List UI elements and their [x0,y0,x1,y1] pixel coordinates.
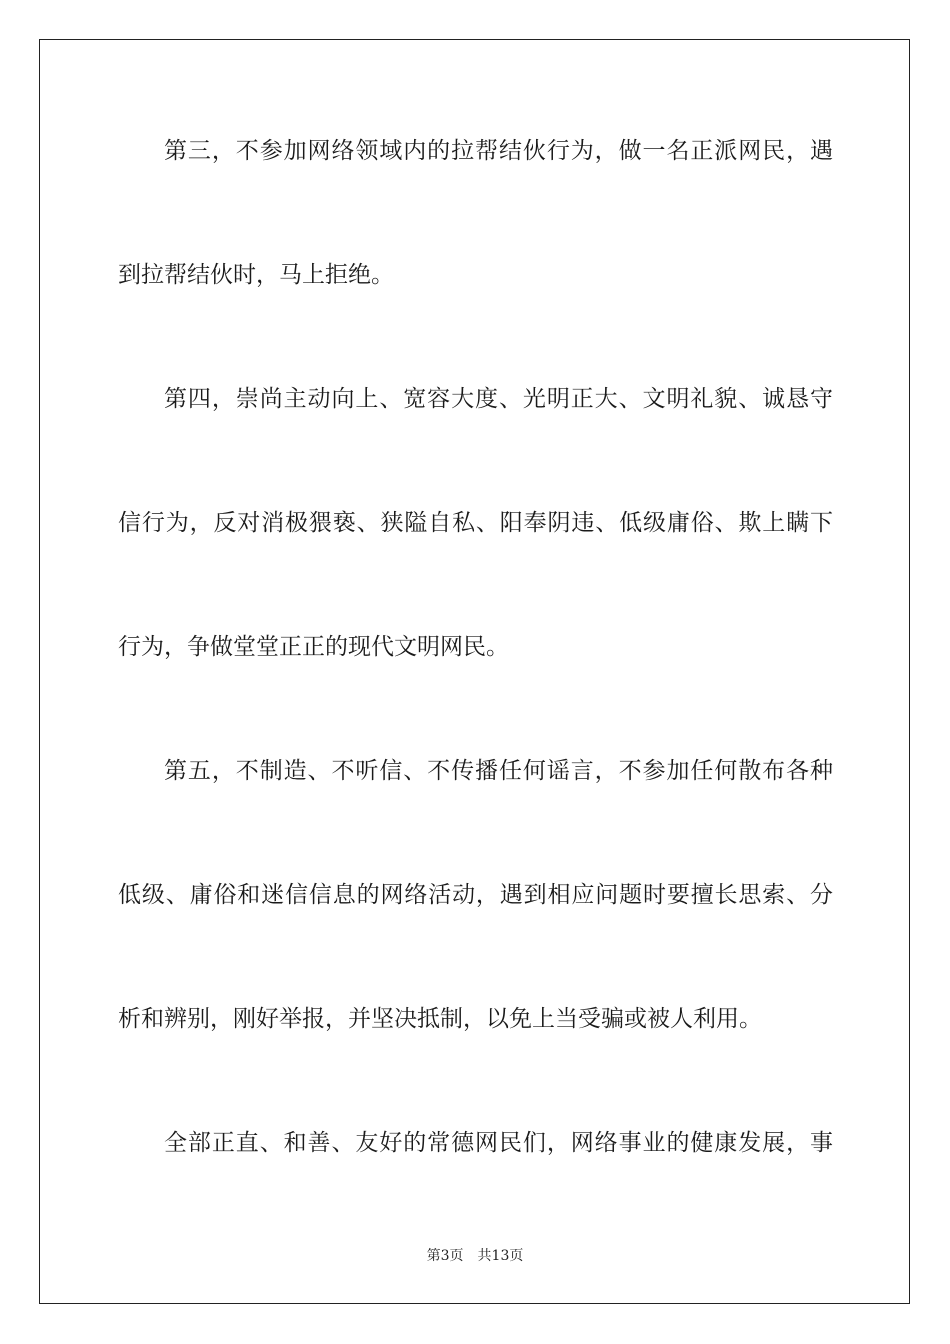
paragraph-3-line-1: 第三，不参加网络领域内的拉帮结伙行为，做一名正派网民，遇 [164,138,833,164]
page-border [39,39,910,1304]
page-total: 共13页 [477,1248,524,1264]
paragraph-4-line-1: 第四，崇尚主动向上、宽容大度、光明正大、文明礼貌、诚恳守 [164,386,833,412]
paragraph-5-line-3: 析和辨别，刚好举报，并坚决抵制，以免上当受骗或被人利用。 [118,1006,762,1032]
paragraph-3-line-2: 到拉帮结伙时，马上拒绝。 [118,262,394,288]
paragraph-4-line-3: 行为，争做堂堂正正的现代文明网民。 [118,634,509,660]
paragraph-4-line-2: 信行为，反对消极猥亵、狭隘自私、阳奉阴违、低级庸俗、欺上瞒下 [118,510,833,536]
page-number: 第3页 [426,1248,464,1264]
paragraph-5-line-2: 低级、庸俗和迷信信息的网络活动，遇到相应问题时要擅长思索、分 [118,882,833,908]
page-footer [0,1246,950,1266]
paragraph-6-line-1: 全部正直、和善、友好的常德网民们，网络事业的健康发展，事 [164,1130,833,1156]
paragraph-5-line-1: 第五，不制造、不听信、不传播任何谣言，不参加任何散布各种 [164,758,833,784]
